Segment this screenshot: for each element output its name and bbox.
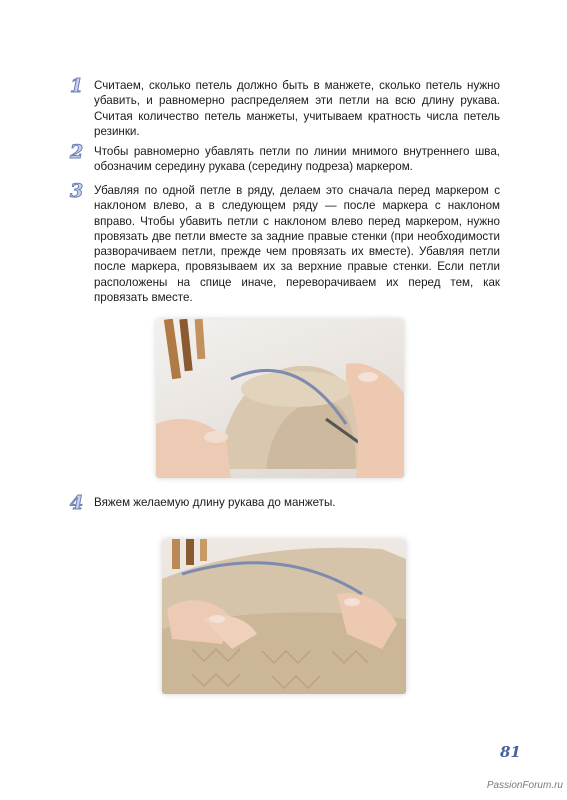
watermark: PassionForum.ru: [486, 780, 563, 791]
step-text: Убавляя по одной петле в ряду, делаем это сначала перед маркером с наклоном влево, а в следующем ряду — после маркера с наклоном вправо. Чтобы убавить петли с наклоном влево перед маркером, нужно провязать две петли вместе за задние правые стенки (при необходимости разворачиваем петли, прежде чем провязать их вместе). Убавляя петли после маркера, провязываем их за верхние правые стенки. Если петли расположены на спице иначе, переворачиваем их перед тем, как провязать вместе.: [94, 184, 500, 305]
step-text: Считаем, сколько петель должно быть в манжете, сколько петель нужно убавить, и равномерно распределяем эти петли на всю длину рукава. Считая количество петель манжеты, учитываем кратность числа петель резинки.: [94, 79, 500, 138]
knitting-photo-decrease: [156, 319, 404, 478]
page-number: 81: [500, 743, 521, 761]
step-number: 3: [70, 180, 84, 202]
step-number: 1: [70, 75, 84, 97]
step-number: 4: [70, 492, 84, 514]
step-text: Чтобы равномерно убавлять петли по линии мнимого внутреннего шва, обозначим середину рукава (середину подреза) маркером.: [94, 145, 500, 174]
step-1: [70, 75, 500, 139]
step-4: [70, 492, 500, 514]
knitting-photo-sleeve: [162, 539, 406, 694]
step-2: [70, 141, 500, 175]
step-3: [70, 180, 500, 305]
step-text: Вяжем желаемую длину рукава до манжеты.: [94, 496, 336, 509]
step-number: 2: [70, 141, 84, 163]
